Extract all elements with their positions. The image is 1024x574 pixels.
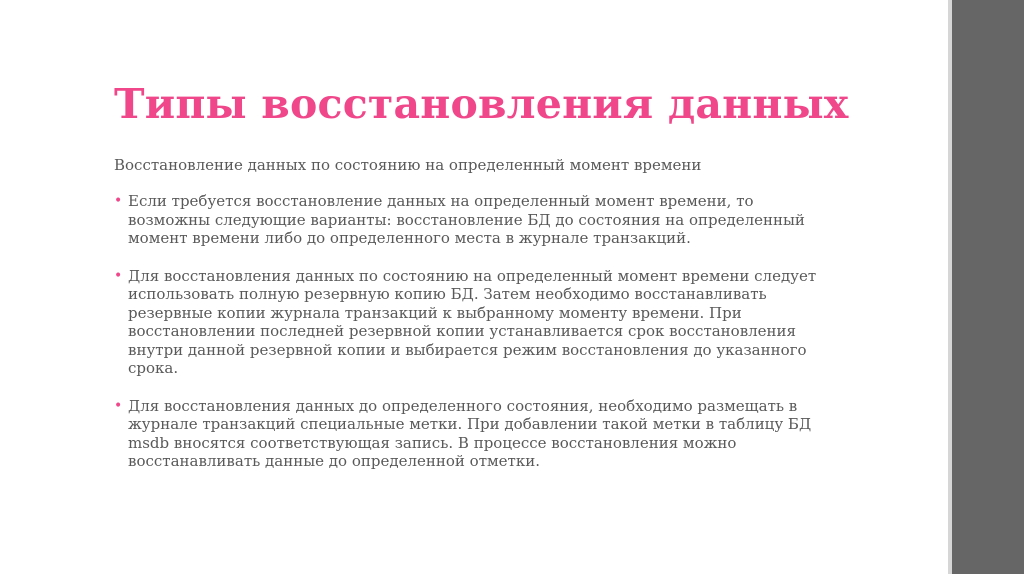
bullet-item	[114, 192, 824, 248]
bullet-list	[114, 192, 824, 490]
bullet-item	[114, 397, 824, 471]
bullet-marker-icon: •	[114, 193, 123, 209]
slide-subtitle: Восстановление данных по состоянию на определенный момент времени	[114, 156, 702, 174]
bullet-text: Если требуется восстановление данных на определенный момент времени, то возможны следующие варианты: восстановление БД до состояния на определенный момент времени либо до определенного места в журнале транзакций.	[128, 192, 805, 247]
bullet-marker-icon: •	[114, 267, 123, 284]
bullet-marker-icon: •	[114, 397, 123, 414]
side-bar	[948, 0, 1024, 574]
bullet-text: Для восстановления данных до определенного состояния, необходимо размещать в журнале транзакций специальные метки. При добавлении такой метки в таблицу БД msdb вносятся соответствующая запись. В процессе восстановления можно восстанавливать данные до определенной отметки.	[128, 396, 812, 470]
slide-title: Типы восстановления данных	[114, 80, 849, 128]
side-bar-edge	[948, 0, 952, 574]
bullet-item	[114, 267, 824, 378]
bullet-text: Для восстановления данных по состоянию на определенный момент времени следует использовать полную резервную копию БД. Затем необходимо восстанавливать резервные копии журнала транзакций к выбранному моменту времени. При восстановлении последней резервной копии устанавливается срок восстановления внутри данной резервной копии и выбирается режим восстановления до указанного срока.	[128, 266, 817, 377]
